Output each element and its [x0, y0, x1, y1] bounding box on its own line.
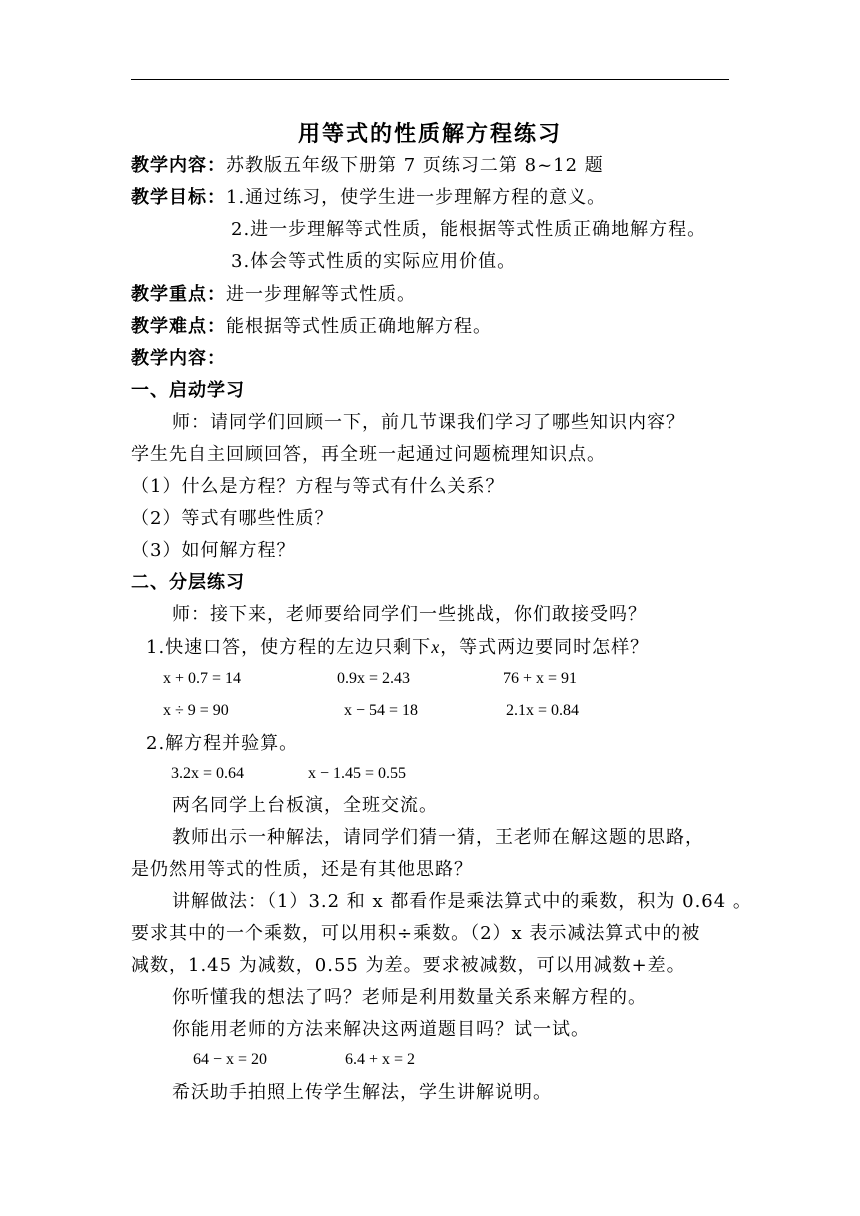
goal-2: 2.进一步理解等式性质，能根据等式性质正确地解方程。: [231, 219, 707, 240]
equation: 2.1x = 0.84: [506, 702, 580, 719]
section2-paragraph-2: 两名同学上台板演，全班交流。: [172, 795, 438, 816]
content-line: [131, 155, 604, 177]
section2-paragraph-3a: 教师出示一种解法，请同学们猜一猜，王老师在解这题的思路，: [172, 827, 704, 848]
difficulty-text: 能根据等式性质正确地解方程。: [226, 316, 492, 337]
goals-label: 教学目标：: [131, 187, 226, 208]
equation: 76 + x = 91: [503, 670, 578, 687]
task-1-text-a: 1.快速口答，使方程的左边只剩下: [146, 637, 432, 658]
equation: x − 54 = 18: [344, 702, 419, 719]
content2-label: 教学内容：: [131, 348, 226, 369]
difficulty-line: [131, 316, 492, 338]
task-1: [146, 636, 649, 659]
equation: 6.4 + x = 2: [345, 1051, 416, 1068]
task-2: 2.解方程并验算。: [146, 733, 299, 754]
task-1-variable: x: [431, 637, 441, 657]
question-2: （2）等式有哪些性质？: [131, 508, 334, 529]
question-1: （1）什么是方程？方程与等式有什么关系？: [131, 476, 505, 497]
content-label: 教学内容：: [131, 155, 226, 176]
section2-paragraph-4c: 减数，1.45 为减数，0.55 为差。要求被减数，可以用减数+差。: [131, 955, 686, 976]
equation: x − 1.45 = 0.55: [308, 765, 407, 782]
task-1-text-b: ，等式两边要同时怎样？: [440, 637, 650, 658]
section2-paragraph-4a: 讲解做法：（1）3.2 和 x 都看作是乘法算式中的乘数，积为 0.64 。: [172, 891, 752, 912]
section2-paragraph-3b: 是仍然用等式的性质，还是有其他思路？: [131, 859, 473, 880]
section2-paragraph-7: 希沃助手拍照上传学生解法，学生讲解说明。: [172, 1082, 552, 1103]
header-rule: [131, 79, 729, 80]
key-text: 进一步理解等式性质。: [226, 284, 416, 305]
goals-line: [131, 187, 606, 209]
document-title: 用等式的性质解方程练习: [297, 121, 562, 147]
difficulty-label: 教学难点：: [131, 316, 226, 337]
equation: x ÷ 9 = 90: [163, 702, 229, 719]
equation: 0.9x = 2.43: [337, 670, 411, 687]
key-point-line: [131, 284, 416, 306]
key-label: 教学重点：: [131, 284, 226, 305]
section2-paragraph-5: 你听懂我的想法了吗？老师是利用数量关系来解方程的。: [172, 987, 647, 1008]
goal-3: 3.体会等式性质的实际应用价值。: [231, 251, 517, 272]
section1-paragraph-2: 学生先自主回顾回答，再全班一起通过问题梳理知识点。: [131, 444, 606, 465]
section1-paragraph-1: 师：请同学们回顾一下，前几节课我们学习了哪些知识内容？: [172, 412, 685, 433]
equation: 3.2x = 0.64: [171, 765, 245, 782]
section2-paragraph-6: 你能用老师的方法来解决这两道题目吗？试一试。: [172, 1019, 590, 1040]
question-3: （3）如何解方程？: [131, 540, 296, 561]
section2-heading: 二、分层练习: [131, 572, 245, 593]
section2-paragraph-1: 师：接下来，老师要给同学们一些挑战，你们敢接受吗？: [172, 604, 647, 625]
section2-paragraph-4b: 要求其中的一个乘数，可以用积÷乘数。（2）x 表示减法算式中的被: [131, 923, 701, 944]
equation: 64 − x = 20: [193, 1051, 268, 1068]
goal-1: 1.通过练习，使学生进一步理解方程的意义。: [226, 187, 607, 208]
equation: x + 0.7 = 14: [163, 670, 242, 687]
content-text: 苏教版五年级下册第 7 页练习二第 8~12 题: [226, 155, 604, 176]
section1-heading: 一、启动学习: [131, 380, 245, 401]
